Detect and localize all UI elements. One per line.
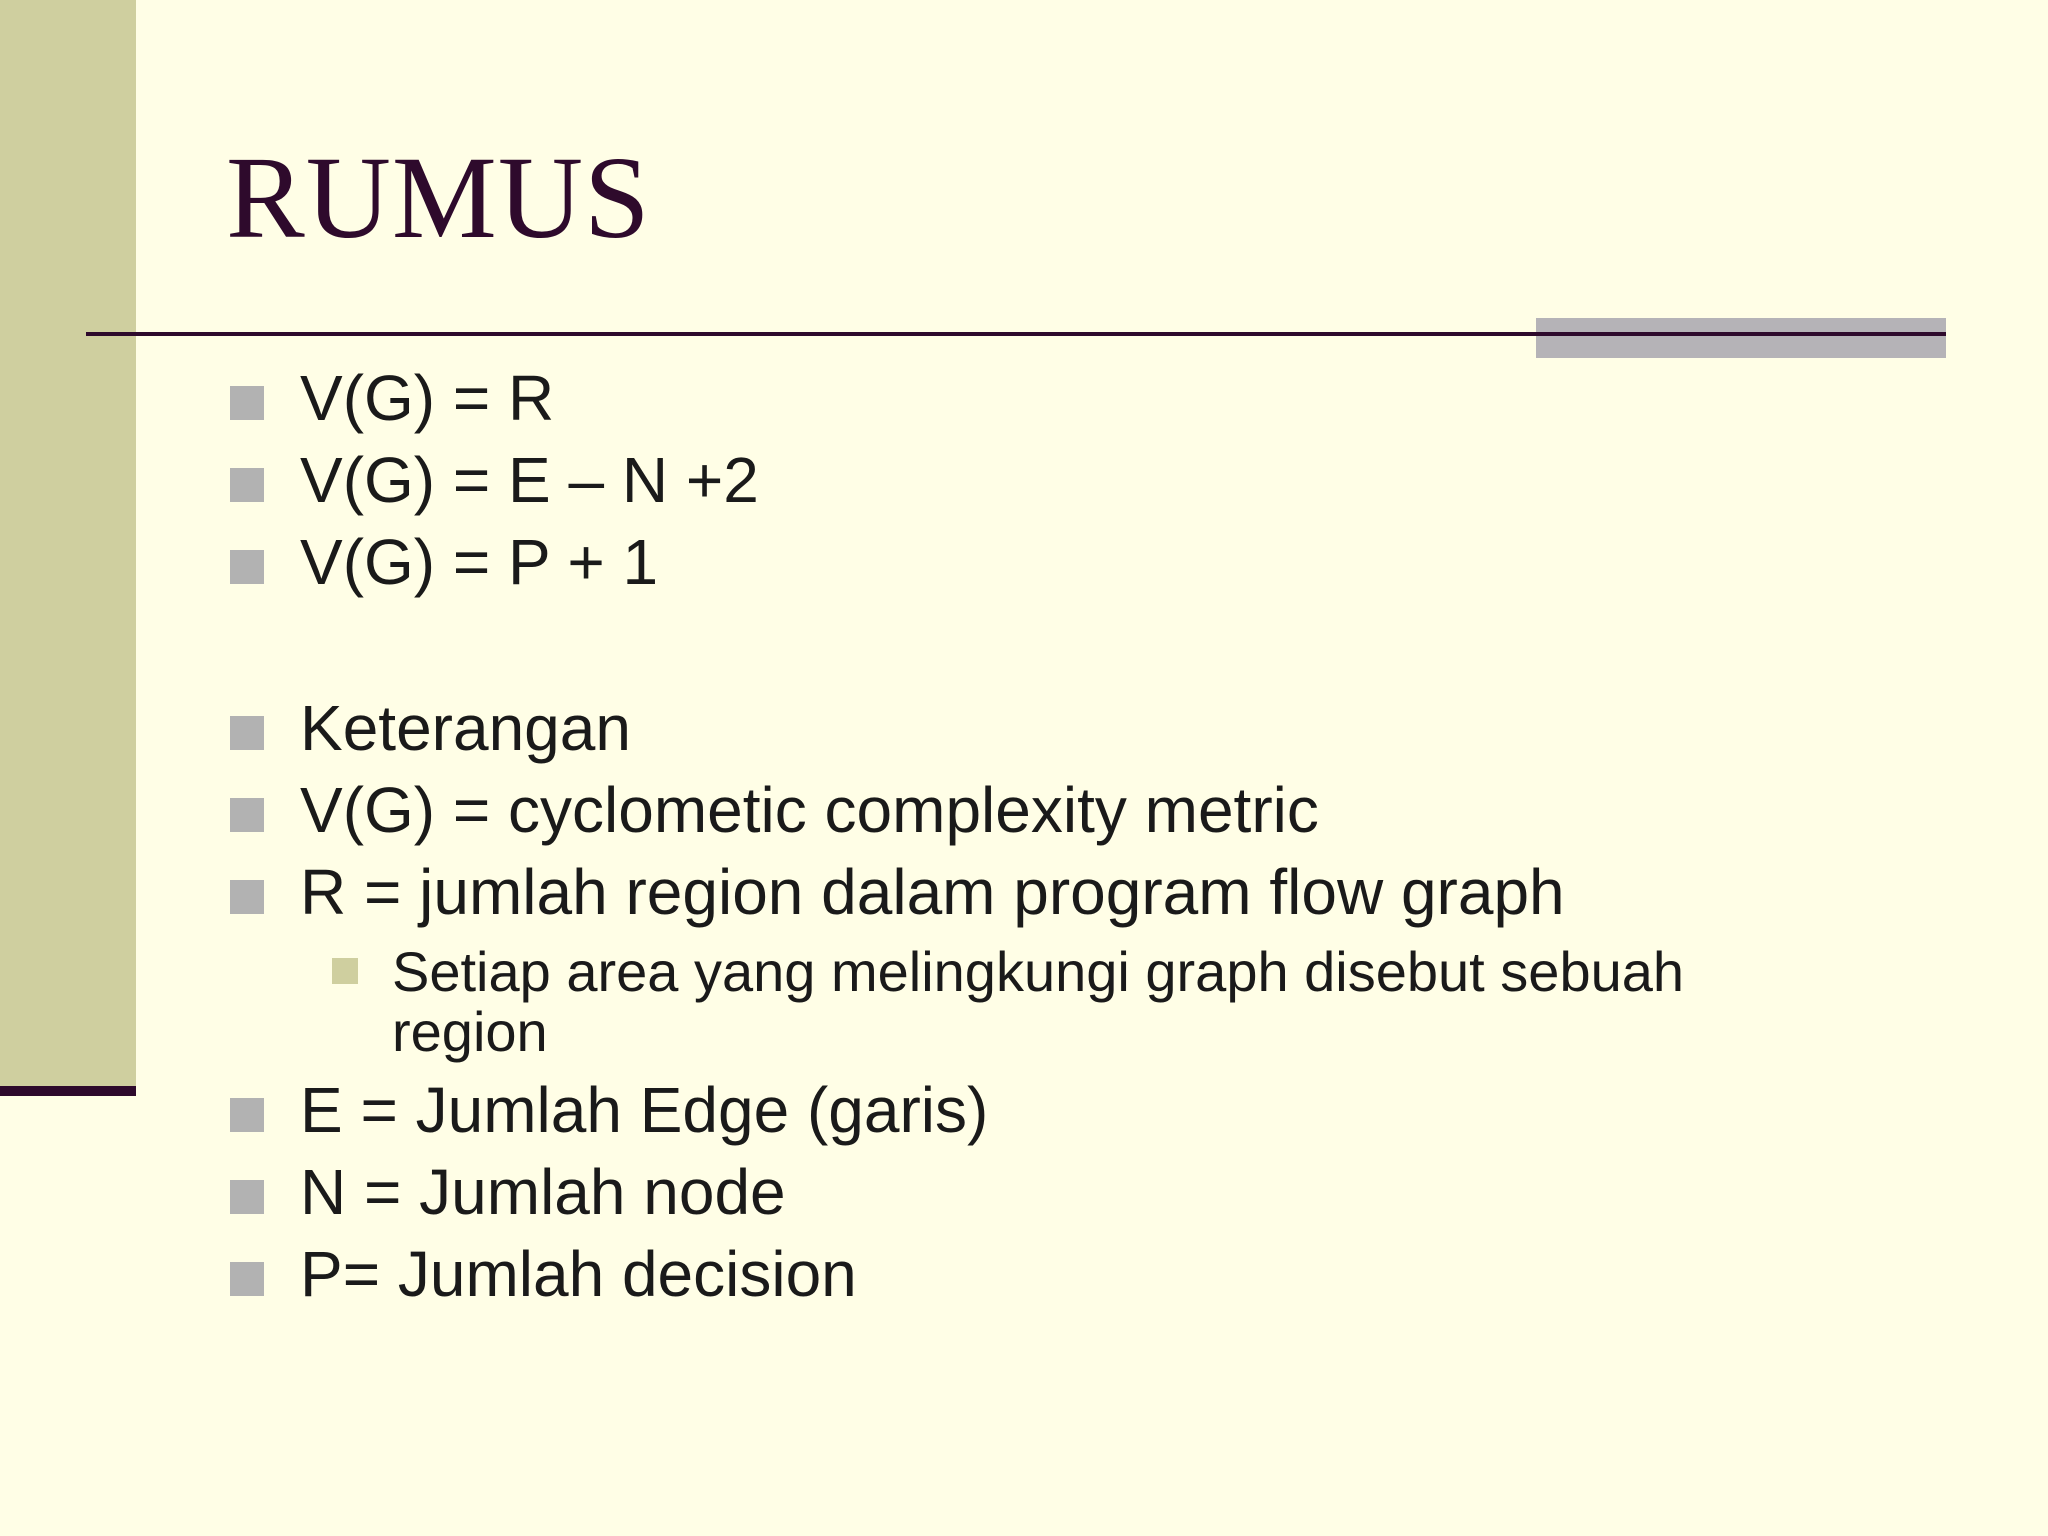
square-bullet-icon	[230, 1180, 264, 1214]
square-sub-bullet-icon	[332, 958, 358, 984]
square-bullet-icon	[230, 880, 264, 914]
list-item	[300, 362, 554, 434]
square-bullet-icon	[230, 1262, 264, 1296]
note-text: R = jumlah region dalam program flow graph	[300, 856, 1565, 928]
list-item	[300, 1074, 988, 1146]
slide-title: RUMUS	[226, 132, 651, 263]
sub-list-item	[392, 942, 1852, 1062]
notes-heading: Keterangan	[300, 692, 631, 764]
square-bullet-icon	[230, 550, 264, 584]
list-item	[300, 692, 631, 764]
square-bullet-icon	[230, 798, 264, 832]
list-item	[300, 526, 658, 598]
note-text: E = Jumlah Edge (garis)	[300, 1074, 989, 1146]
formula-text: V(G) = E – N +2	[300, 444, 759, 516]
list-item	[300, 856, 1565, 928]
list-item	[300, 1238, 857, 1310]
formula-text: V(G) = R	[300, 362, 555, 434]
square-bullet-icon	[230, 468, 264, 502]
sub-note-text: Setiap area yang melingkungi graph disebut sebuah region	[392, 940, 1685, 1063]
square-bullet-icon	[230, 1098, 264, 1132]
list-item	[300, 774, 1319, 846]
note-text: V(G) = cyclometic complexity metric	[300, 774, 1319, 846]
note-text: P= Jumlah decision	[300, 1238, 857, 1310]
list-item	[300, 444, 759, 516]
square-bullet-icon	[230, 386, 264, 420]
note-text: N = Jumlah node	[300, 1156, 786, 1228]
square-bullet-icon	[230, 716, 264, 750]
list-item	[300, 1156, 786, 1228]
formula-text: V(G) = P + 1	[300, 526, 659, 598]
